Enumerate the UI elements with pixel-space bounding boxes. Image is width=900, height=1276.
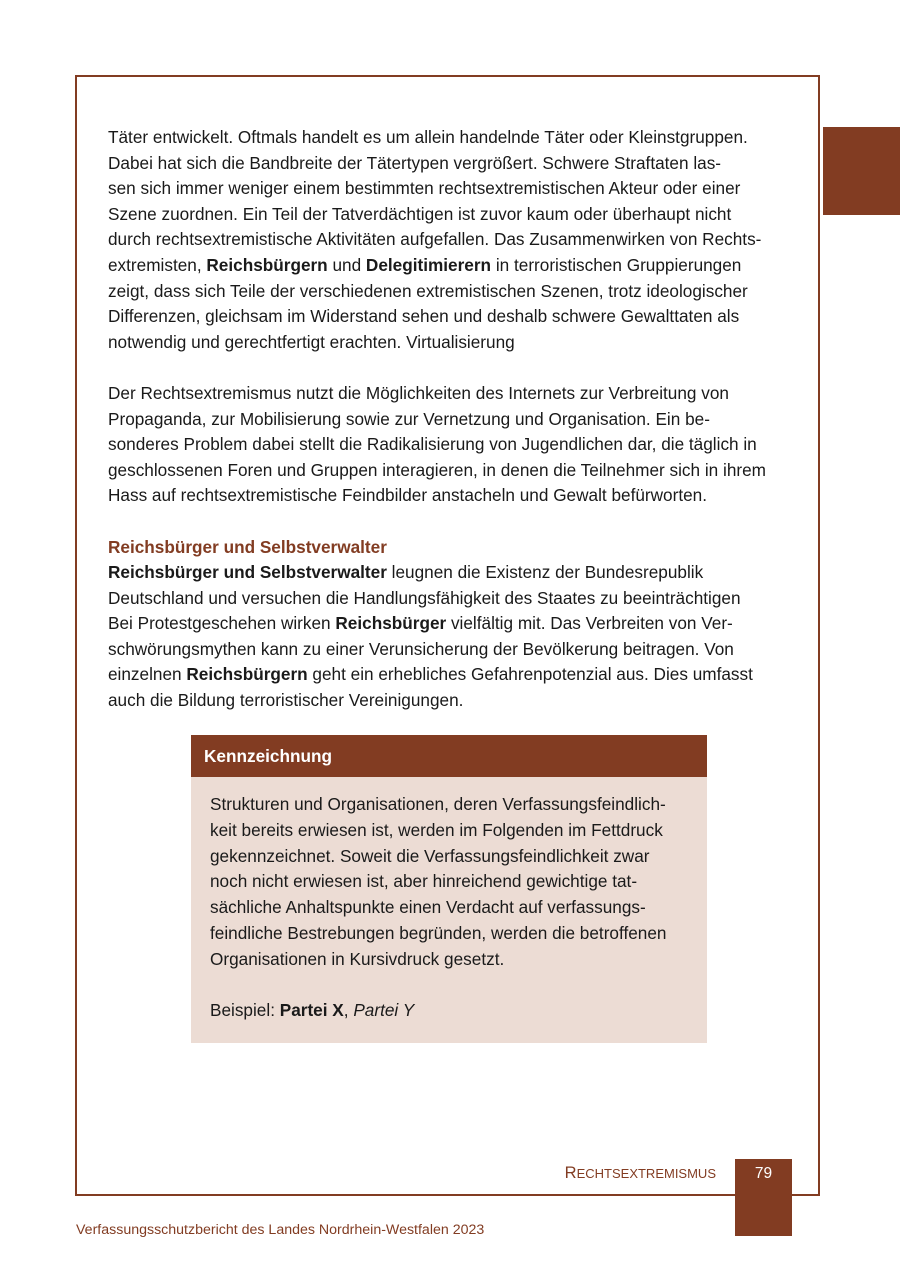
text-line: Täter entwickelt. Oftmals handelt es um allein handelnde Täter oder Kleinstgruppen. [108, 127, 748, 147]
info-box-title: Kennzeichnung [191, 735, 707, 777]
text-line [108, 611, 798, 637]
text-line: sen sich immer weniger einem bestimmten rechtsextremistischen Akteur oder einer [108, 178, 741, 199]
text-line: Dabei hat sich die Bandbreite der Tätertypen vergrößert. Schwere Straftaten las- [108, 152, 722, 173]
paragraph-2 [108, 381, 798, 509]
text-line: auch die Bildung terroristischer Vereinigungen. [108, 690, 464, 711]
text-run: , [343, 1000, 354, 1021]
running-head-initial: R [564, 1164, 577, 1182]
text-line: durch rechtsextremistische Aktivitäten aufgefallen. Das Zusammenwirken von Rechts- [108, 229, 762, 250]
info-box-body [191, 777, 707, 1024]
text-line: Propaganda, zur Mobilisierung sowie zur Vernetzung und Organisation. Ein be- [108, 408, 710, 429]
text-line: sonderes Problem dabei stellt die Radikalisierung von Jugendlichen dar, die täglich in [108, 434, 757, 455]
main-text [108, 125, 798, 714]
text-line: Strukturen und Organisationen, deren Verfassungsfeindlich- [210, 794, 666, 814]
text-line: keit bereits erwiesen ist, werden im Folgenden im Fettdruck [210, 819, 663, 840]
text-line: Hass auf rechtsextremistische Feindbilder anstacheln und Gewalt befürworten. [108, 485, 707, 506]
paragraph-1 [108, 125, 798, 355]
section-heading: Reichsbürger und Selbstverwalter [108, 536, 387, 557]
paragraph-3 [108, 560, 798, 714]
text-run: vielfältig mit. Das Verbreiten von Ver- [446, 613, 733, 634]
page-number-tab [735, 1159, 792, 1236]
text-line [108, 560, 798, 586]
text-run: Beispiel: [210, 1000, 280, 1021]
italic-example: Partei Y [353, 1000, 415, 1021]
text-line: schwörungsmythen kann zu einer Verunsicherung der Bevölkerung beitragen. Von [108, 638, 734, 659]
footer-text: Verfassungsschutzbericht des Landes Nordrhein-Westfalen 2023 [76, 1222, 485, 1238]
text-line: noch nicht erwiesen ist, aber hinreichend gewichtige tat- [210, 871, 638, 892]
text-run: und [327, 254, 366, 275]
text-line: gekennzeichnet. Soweit die Verfassungsfeindlichkeit zwar [210, 845, 650, 866]
text-line [108, 662, 798, 688]
running-head-rest: ECHTSEXTREMISMUS [576, 1166, 716, 1181]
text-run: leugnen die Existenz der Bundesrepublik [386, 562, 704, 583]
bold-term: Delegitimierern [365, 254, 492, 275]
info-box [191, 735, 707, 1043]
text-line: Organisationen in Kursivdruck gesetzt. [210, 948, 505, 969]
bold-term: Reichsbürger und Selbstverwalter [108, 562, 387, 583]
bold-term: Reichsbürgern [186, 664, 308, 685]
text-line: sächliche Anhaltspunkte einen Verdacht auf verfassungs- [210, 897, 646, 918]
text-line [108, 253, 798, 279]
text-line: geschlossenen Foren und Gruppen interagieren, in denen die Teilnehmer sich in ihrem [108, 459, 766, 480]
text-run: geht ein erhebliches Gefahrenpotenzial aus. Dies umfasst [307, 664, 753, 685]
text-run: einzelnen [108, 664, 187, 685]
example-line [210, 998, 707, 1024]
bold-term: Reichsbürger [335, 613, 447, 634]
side-tab-marker [823, 127, 900, 215]
text-run: extremisten, [108, 254, 207, 275]
bold-example: Partei X [279, 1000, 344, 1021]
text-line: Szene zuordnen. Ein Teil der Tatverdächtigen ist zuvor kaum oder überhaupt nicht [108, 203, 732, 224]
running-head [565, 1163, 716, 1184]
text-run: in terroristischen Gruppierungen [491, 254, 742, 275]
text-line: zeigt, dass sich Teile der verschiedenen extremistischen Szenen, trotz ideologischer [108, 280, 748, 301]
text-line: notwendig und gerechtfertigt erachten. Virtualisierung [108, 331, 515, 352]
page-number: 79 [754, 1165, 773, 1182]
text-line: Deutschland und versuchen die Handlungsfähigkeit des Staates zu beeinträchtigen [108, 587, 741, 608]
bold-term: Reichsbürgern [206, 254, 328, 275]
text-line: Differenzen, gleichsam im Widerstand sehen und deshalb schwere Gewalttaten als [108, 306, 740, 327]
text-line: feindliche Bestrebungen begründen, werden die betroffenen [210, 922, 667, 943]
text-run: Bei Protestgeschehen wirken [108, 613, 336, 634]
text-line: Der Rechtsextremismus nutzt die Möglichkeiten des Internets zur Verbreitung von [108, 382, 729, 403]
